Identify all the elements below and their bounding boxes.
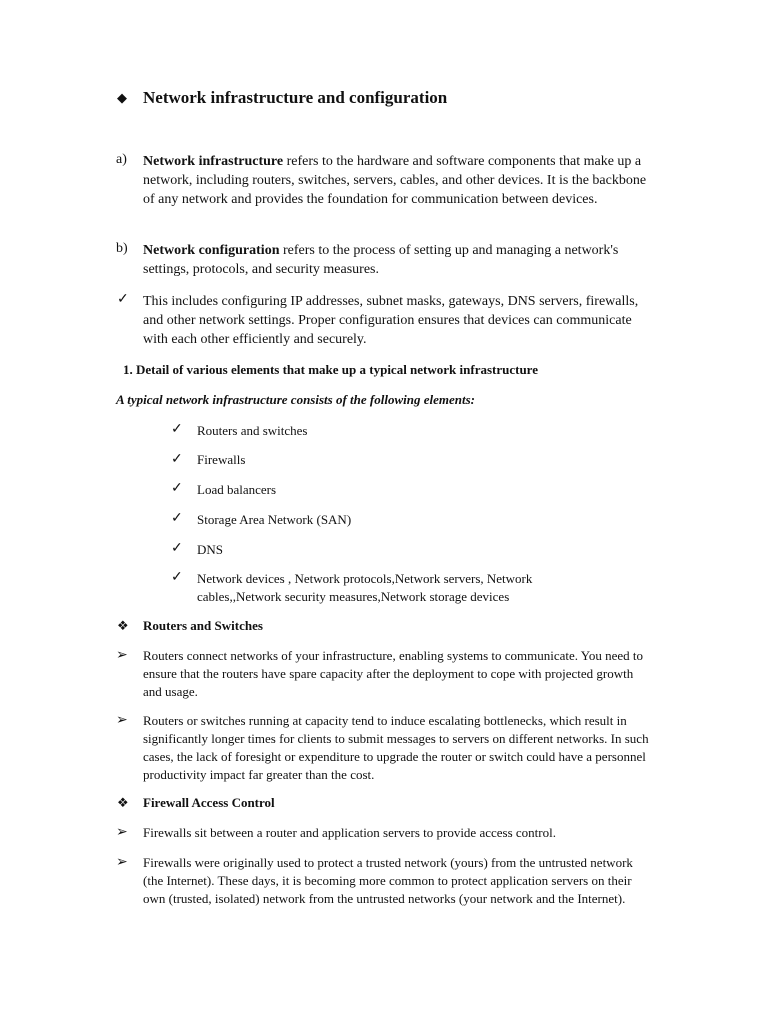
section-heading-elements: 1. Detail of various elements that make up a typical network infrastructure bbox=[123, 362, 538, 377]
list-marker-a: a) bbox=[116, 152, 127, 167]
arrow-bullet-icon: ➢ bbox=[116, 825, 128, 840]
network-configuration-paragraph bbox=[143, 241, 648, 279]
diamond-bullet-icon: ❖ bbox=[117, 795, 129, 810]
page-title: Network infrastructure and configuration bbox=[143, 88, 448, 107]
list-item: Routers and switches bbox=[197, 423, 308, 438]
checkmark-icon: ✓ bbox=[171, 422, 183, 437]
checkmark-icon: ✓ bbox=[117, 292, 129, 307]
section-lead: A typical network infrastructure consists of the following elements: bbox=[116, 392, 475, 407]
list-item: Firewalls bbox=[197, 452, 246, 467]
firewall-paragraph: Firewalls sit between a router and application servers to provide access control. bbox=[143, 825, 556, 840]
term-network-infrastructure: Network infrastructure bbox=[143, 154, 284, 169]
routers-paragraph: Routers connect networks of your infrastructure, enabling systems to communicate. You need to ensure that the routers have spare capacity after the deployment to cope with projected growth and usage. bbox=[143, 648, 644, 699]
paragraph-text: refers to the process of setting up and managing a network's settings, protocols, and security measures. bbox=[143, 243, 619, 277]
term-network-configuration: Network configuration bbox=[143, 243, 280, 258]
arrow-bullet-icon: ➢ bbox=[116, 648, 128, 663]
checkmark-icon: ✓ bbox=[171, 541, 183, 556]
list-item: Network devices , Network protocols,Network servers, Network cables,,Network security measures,Network storage devices bbox=[197, 571, 533, 604]
firewall-paragraph: Firewalls were originally used to protect a trusted network (yours) from the untrusted network (the Internet). These days, it is becoming more common to protect application servers on their own (trusted, isolated) network from the untrusted networks (your network and the Internet). bbox=[143, 855, 633, 906]
checkmark-icon: ✓ bbox=[171, 452, 183, 467]
arrow-bullet-icon: ➢ bbox=[116, 713, 128, 728]
network-infrastructure-paragraph bbox=[143, 152, 648, 209]
section-heading-firewall: Firewall Access Control bbox=[143, 795, 275, 810]
paragraph-text: refers to the hardware and software components that make up a network, including routers, switches, servers, cables, and other devices. It is the backbone of any network and provides the foundation for communication between devices. bbox=[143, 154, 647, 207]
list-item: DNS bbox=[197, 542, 224, 557]
configuration-details-paragraph: This includes configuring IP addresses, subnet masks, gateways, DNS servers, firewalls, and other network settings. Proper configuration ensures that devices can communicate with each other efficiently and securely. bbox=[143, 294, 639, 347]
checkmark-icon: ✓ bbox=[171, 481, 183, 496]
routers-paragraph: Routers or switches running at capacity tend to induce escalating bottlenecks, which result in significantly longer times for clients to submit messages to servers on different networks. In such cases, the lack of foresight or expenditure to upgrade the router or switch could have a personnel productivity impact far greater than the cost. bbox=[143, 713, 649, 782]
checkmark-icon: ✓ bbox=[171, 570, 183, 585]
section-heading-routers: Routers and Switches bbox=[143, 618, 263, 633]
checkmark-icon: ✓ bbox=[171, 511, 183, 526]
list-item: Storage Area Network (SAN) bbox=[197, 512, 352, 527]
arrow-bullet-icon: ➢ bbox=[116, 855, 128, 870]
list-marker-b: b) bbox=[116, 241, 128, 256]
diamond-bullet-icon: ❖ bbox=[117, 618, 129, 633]
diamond-bullet-icon: ◆ bbox=[117, 90, 127, 105]
list-item: Load balancers bbox=[197, 482, 277, 497]
